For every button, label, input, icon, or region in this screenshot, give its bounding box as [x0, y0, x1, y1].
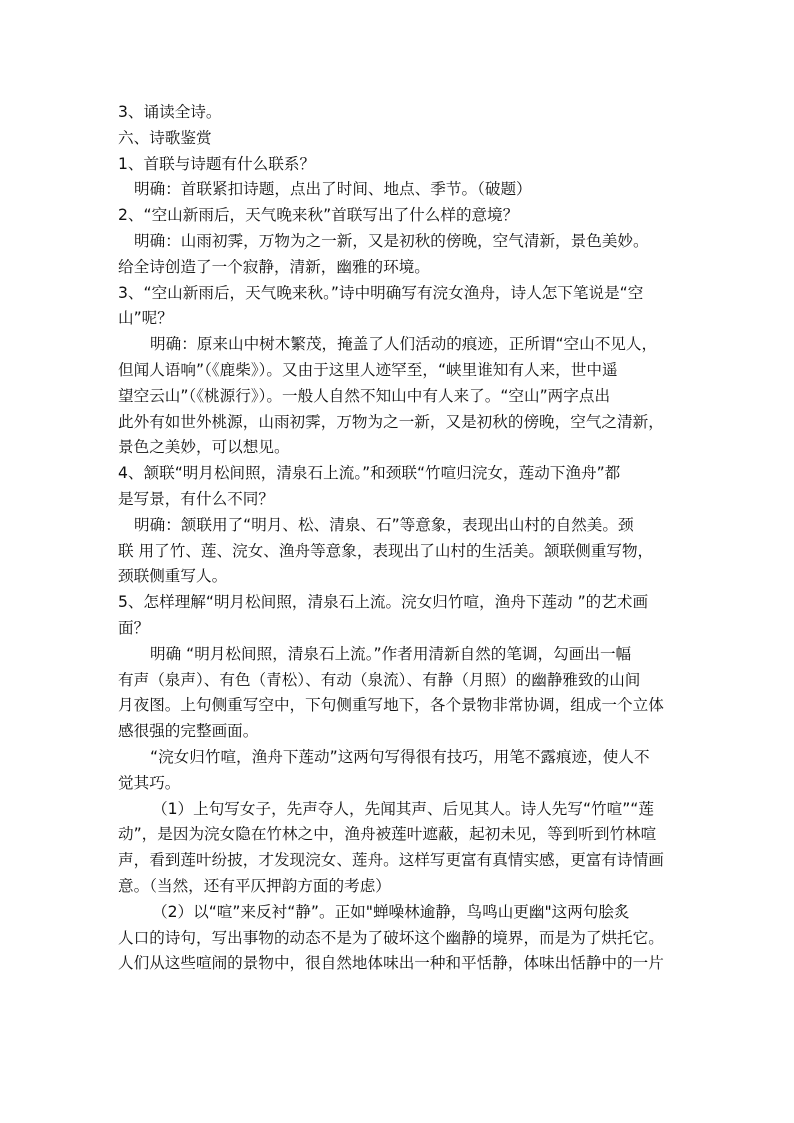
- answer-4-line-3: 颈联侧重写人。: [118, 567, 228, 586]
- point-2-line-3: 人们从这些喧闹的景物中，很自然地体味出一种和平恬静，体味出恬静中的一片: [118, 954, 664, 973]
- paragraph-technique-line-2: 觉其巧。: [118, 773, 181, 792]
- point-1-line-4: 意。（当然，还有平仄押韵方面的考虑）: [118, 876, 391, 895]
- section-heading-poem-appreciation: 六、诗歌鉴赏: [118, 128, 212, 147]
- answer-3-line-5: 景色之美妙，可以想见。: [118, 438, 290, 457]
- answer-5-line-1: 明确 “明月松间照，清泉石上流。”作者用清新自然的笔调，勾画出一幅: [150, 644, 632, 663]
- question-4-line-1: 4、颔联“明月松间照，清泉石上流。”和颈联“竹喧归浣女，莲动下渔舟”都: [118, 464, 621, 483]
- question-3-line-2: 山”呢？: [118, 309, 173, 328]
- answer-2-line-2: 给全诗创造了一个寂静，清新，幽雅的环境。: [118, 257, 430, 276]
- question-1: 1、首联与诗题有什么联系？: [118, 154, 316, 173]
- answer-5-line-2: 有声（泉声）、有色（青松）、有动（泉流）、有静（月照）的幽静雅致的山间: [118, 670, 641, 689]
- question-3-line-1: 3、“空山新雨后，天气晚来秋。”诗中明确写有浣女渔舟，诗人怎下笔说是“空: [118, 283, 644, 302]
- answer-5-line-4: 感很强的完整画面。: [118, 722, 259, 741]
- answer-3-line-4: 此外有如世外桃源，山雨初霁，万物为之一新，又是初秋的傍晚，空气之清新，: [118, 412, 664, 431]
- paragraph-technique-line-1: “浣女归竹喧，渔舟下莲动”这两句写得很有技巧，用笔不露痕迹，使人不: [150, 747, 650, 766]
- question-5-line-1: 5、怎样理解“明月松间照，清泉石上流。浣女归竹喧，渔舟下莲动 ”的艺术画: [118, 593, 649, 612]
- question-2: 2、“空山新雨后，天气晚来秋”首联写出了什么样的意境？: [118, 206, 519, 225]
- point-2-line-2: 人口的诗句，写出事物的动态不是为了破坏这个幽静的境界，而是为了烘托它。: [118, 928, 664, 947]
- question-4-line-2: 是写景，有什么不同？: [118, 489, 274, 508]
- point-1-line-2: 动”，是因为浣女隐在竹林之中，渔舟被莲叶遮蔽，起初未见，等到听到竹林喧: [118, 825, 657, 844]
- answer-3-line-1: 明确：原来山中树木繁茂，掩盖了人们活动的痕迹，正所谓“空山不见人，: [150, 335, 658, 354]
- point-1-line-1: （1）上句写女子，先声夺人，先闻其声、后见其人。诗人先写“竹喧”“莲: [152, 799, 654, 818]
- answer-2-line-1: 明确：山雨初霁，万物为之一新，又是初秋的傍晚，空气清新，景色美妙。: [134, 231, 649, 250]
- answer-4-line-2: 联 用了竹、莲、浣女、渔舟等意象，表现出了山村的生活美。颔联侧重写物，: [118, 541, 654, 560]
- question-5-line-2: 面？: [118, 618, 150, 637]
- section-item-recite: 3、诵读全诗。: [118, 103, 222, 121]
- answer-3-line-2: 但闻人语响”（《鹿柴》）。又由于这里人迹罕至，“峡里谁知有人来，世中遥: [118, 360, 618, 379]
- document-body: [118, 100, 684, 977]
- point-1-line-3: 声，看到莲叶纷披，才发现浣女、莲舟。这样写更富有真情实感，更富有诗情画: [118, 851, 664, 870]
- answer-1: 明确：首联紧扣诗题，点出了时间、地点、季节。（破题）: [134, 180, 532, 199]
- answer-3-line-3: 望空云山”（《桃源行》）。一般人自然不知山中有人来了。“空山”两字点出: [118, 386, 611, 405]
- answer-5-line-3: 月夜图。上句侧重写空中，下句侧重写地下，各个景物非常协调，组成一个立体: [118, 696, 664, 715]
- point-2-line-1: （2）以“喧”来反衬“静”。正如"蝉噪林逾静，鸟鸣山更幽"这两句脍炙: [152, 902, 630, 921]
- answer-4-line-1: 明确：颔联用了“明月、松、清泉、石”等意象，表现出山村的自然美。颈: [134, 515, 634, 534]
